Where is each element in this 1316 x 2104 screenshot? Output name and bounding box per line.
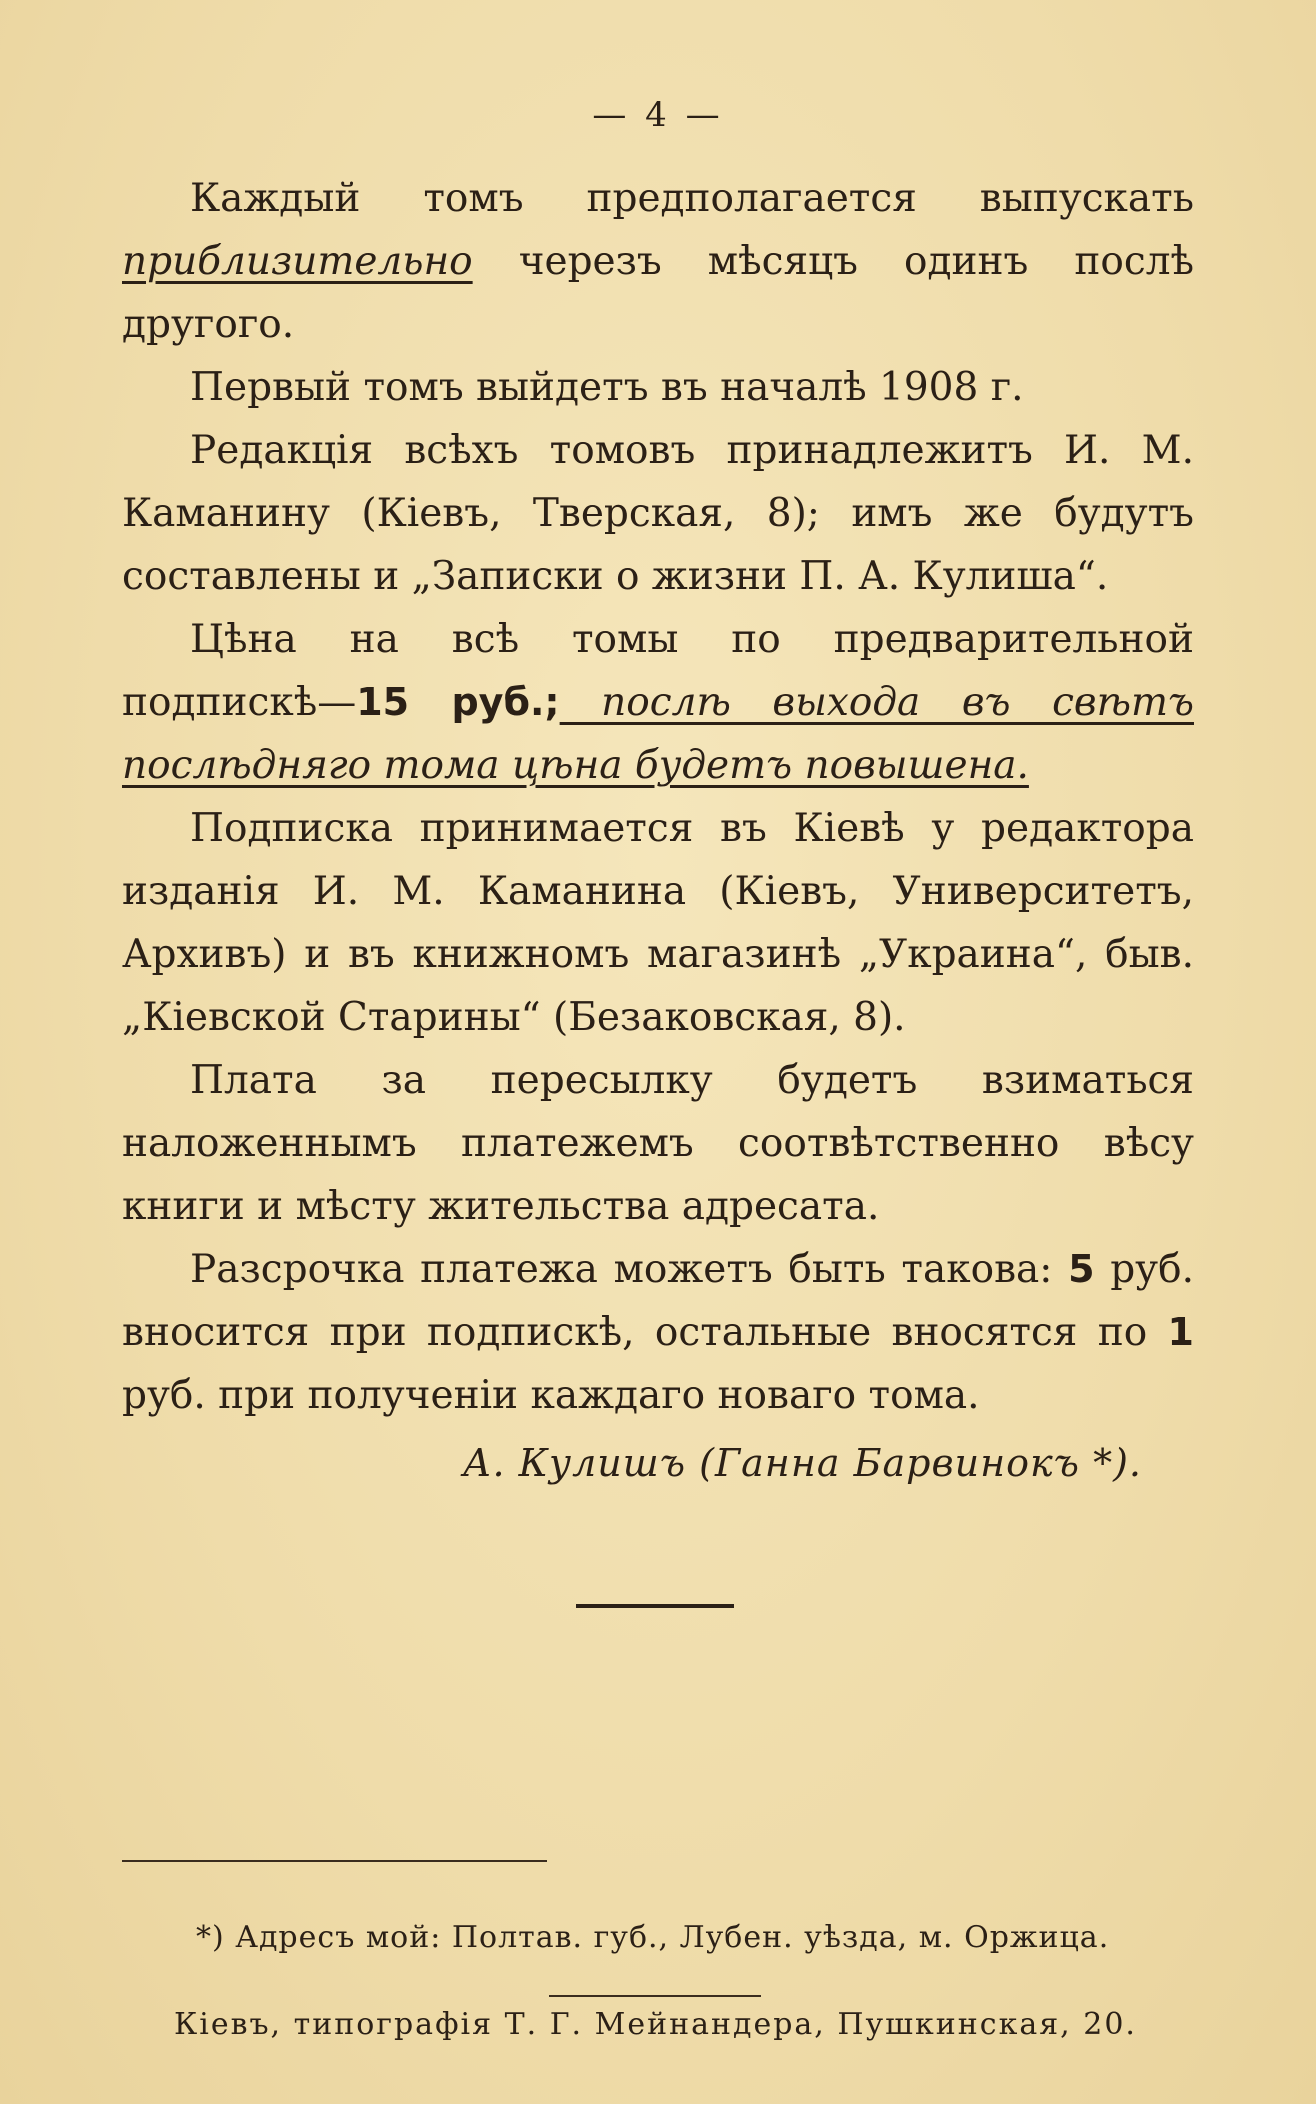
paragraph-first-volume: Первый томъ выйдетъ въ началѣ 1908 г. [190, 365, 1024, 410]
paragraph-shipping: Плата за пересылку будетъ взиматься наложеннымъ платежемъ соотвѣтственно вѣсу книги и мѣсту жительства адресата. [122, 1058, 1194, 1229]
text-run: руб. вносится при подпискѣ, остальные вносятся по [122, 1247, 1194, 1355]
footnote-rule [122, 1860, 547, 1862]
document-page [122, 95, 1194, 2055]
installment-first-amount: 5 [1068, 1247, 1095, 1291]
paragraph-subscription: Подписка принимается въ Кіевѣ у редактора изданія И. М. Каманина (Кіевъ, Университетъ, Архивъ) и въ книжномъ магазинѣ „Украина“, быв. „Кіевской Старины“ (Безаковская, 8). [122, 806, 1194, 1040]
text-run: Каждый томъ предполагается выпускать [190, 176, 1194, 221]
text-run: Разсрочка платежа можетъ быть такова: [190, 1247, 1069, 1292]
paragraph-volume-schedule [122, 167, 1194, 356]
text-run: черезъ мѣсяцъ одинъ послѣ другого. [122, 239, 1194, 347]
emphasis-price-increase: послѣ выхода въ свѣтъ послѣдняго тома цѣна будетъ повышена. [122, 680, 1194, 788]
text-run: Цѣна на всѣ томы по предварительной подпискѣ— [122, 617, 1194, 725]
footnote: *) Адресъ мой: Полтав. губ., Лубен. уѣзда, м. Оржица. [196, 1920, 1110, 1955]
emphasis-approximately: приблизительно [122, 239, 473, 284]
section-divider [576, 1604, 734, 1608]
price-amount: 15 руб.; [356, 680, 560, 724]
printer-imprint: Кіевъ, типографія Т. Г. Мейнандера, Пушкинская, 20. [174, 2007, 1137, 2042]
signature: А. Кулишъ (Ганна Барвинокъ *). [462, 1441, 1142, 1485]
paragraph-editorship: Редакція всѣхъ томовъ принадлежитъ И. М. Каманину (Кіевъ, Тверская, 8); имъ же будутъ составлены и „Записки о жизни П. А. Кулиша“. [122, 428, 1194, 599]
imprint-rule [549, 1995, 761, 1997]
paragraph-price [122, 608, 1194, 797]
body-text [122, 167, 1194, 1427]
paragraph-installments [122, 1238, 1194, 1427]
installment-next-amount: 1 [1167, 1310, 1194, 1354]
text-run: руб. при полученіи каждаго новаго тома. [122, 1373, 980, 1418]
page-number: — 4 — [592, 95, 724, 135]
